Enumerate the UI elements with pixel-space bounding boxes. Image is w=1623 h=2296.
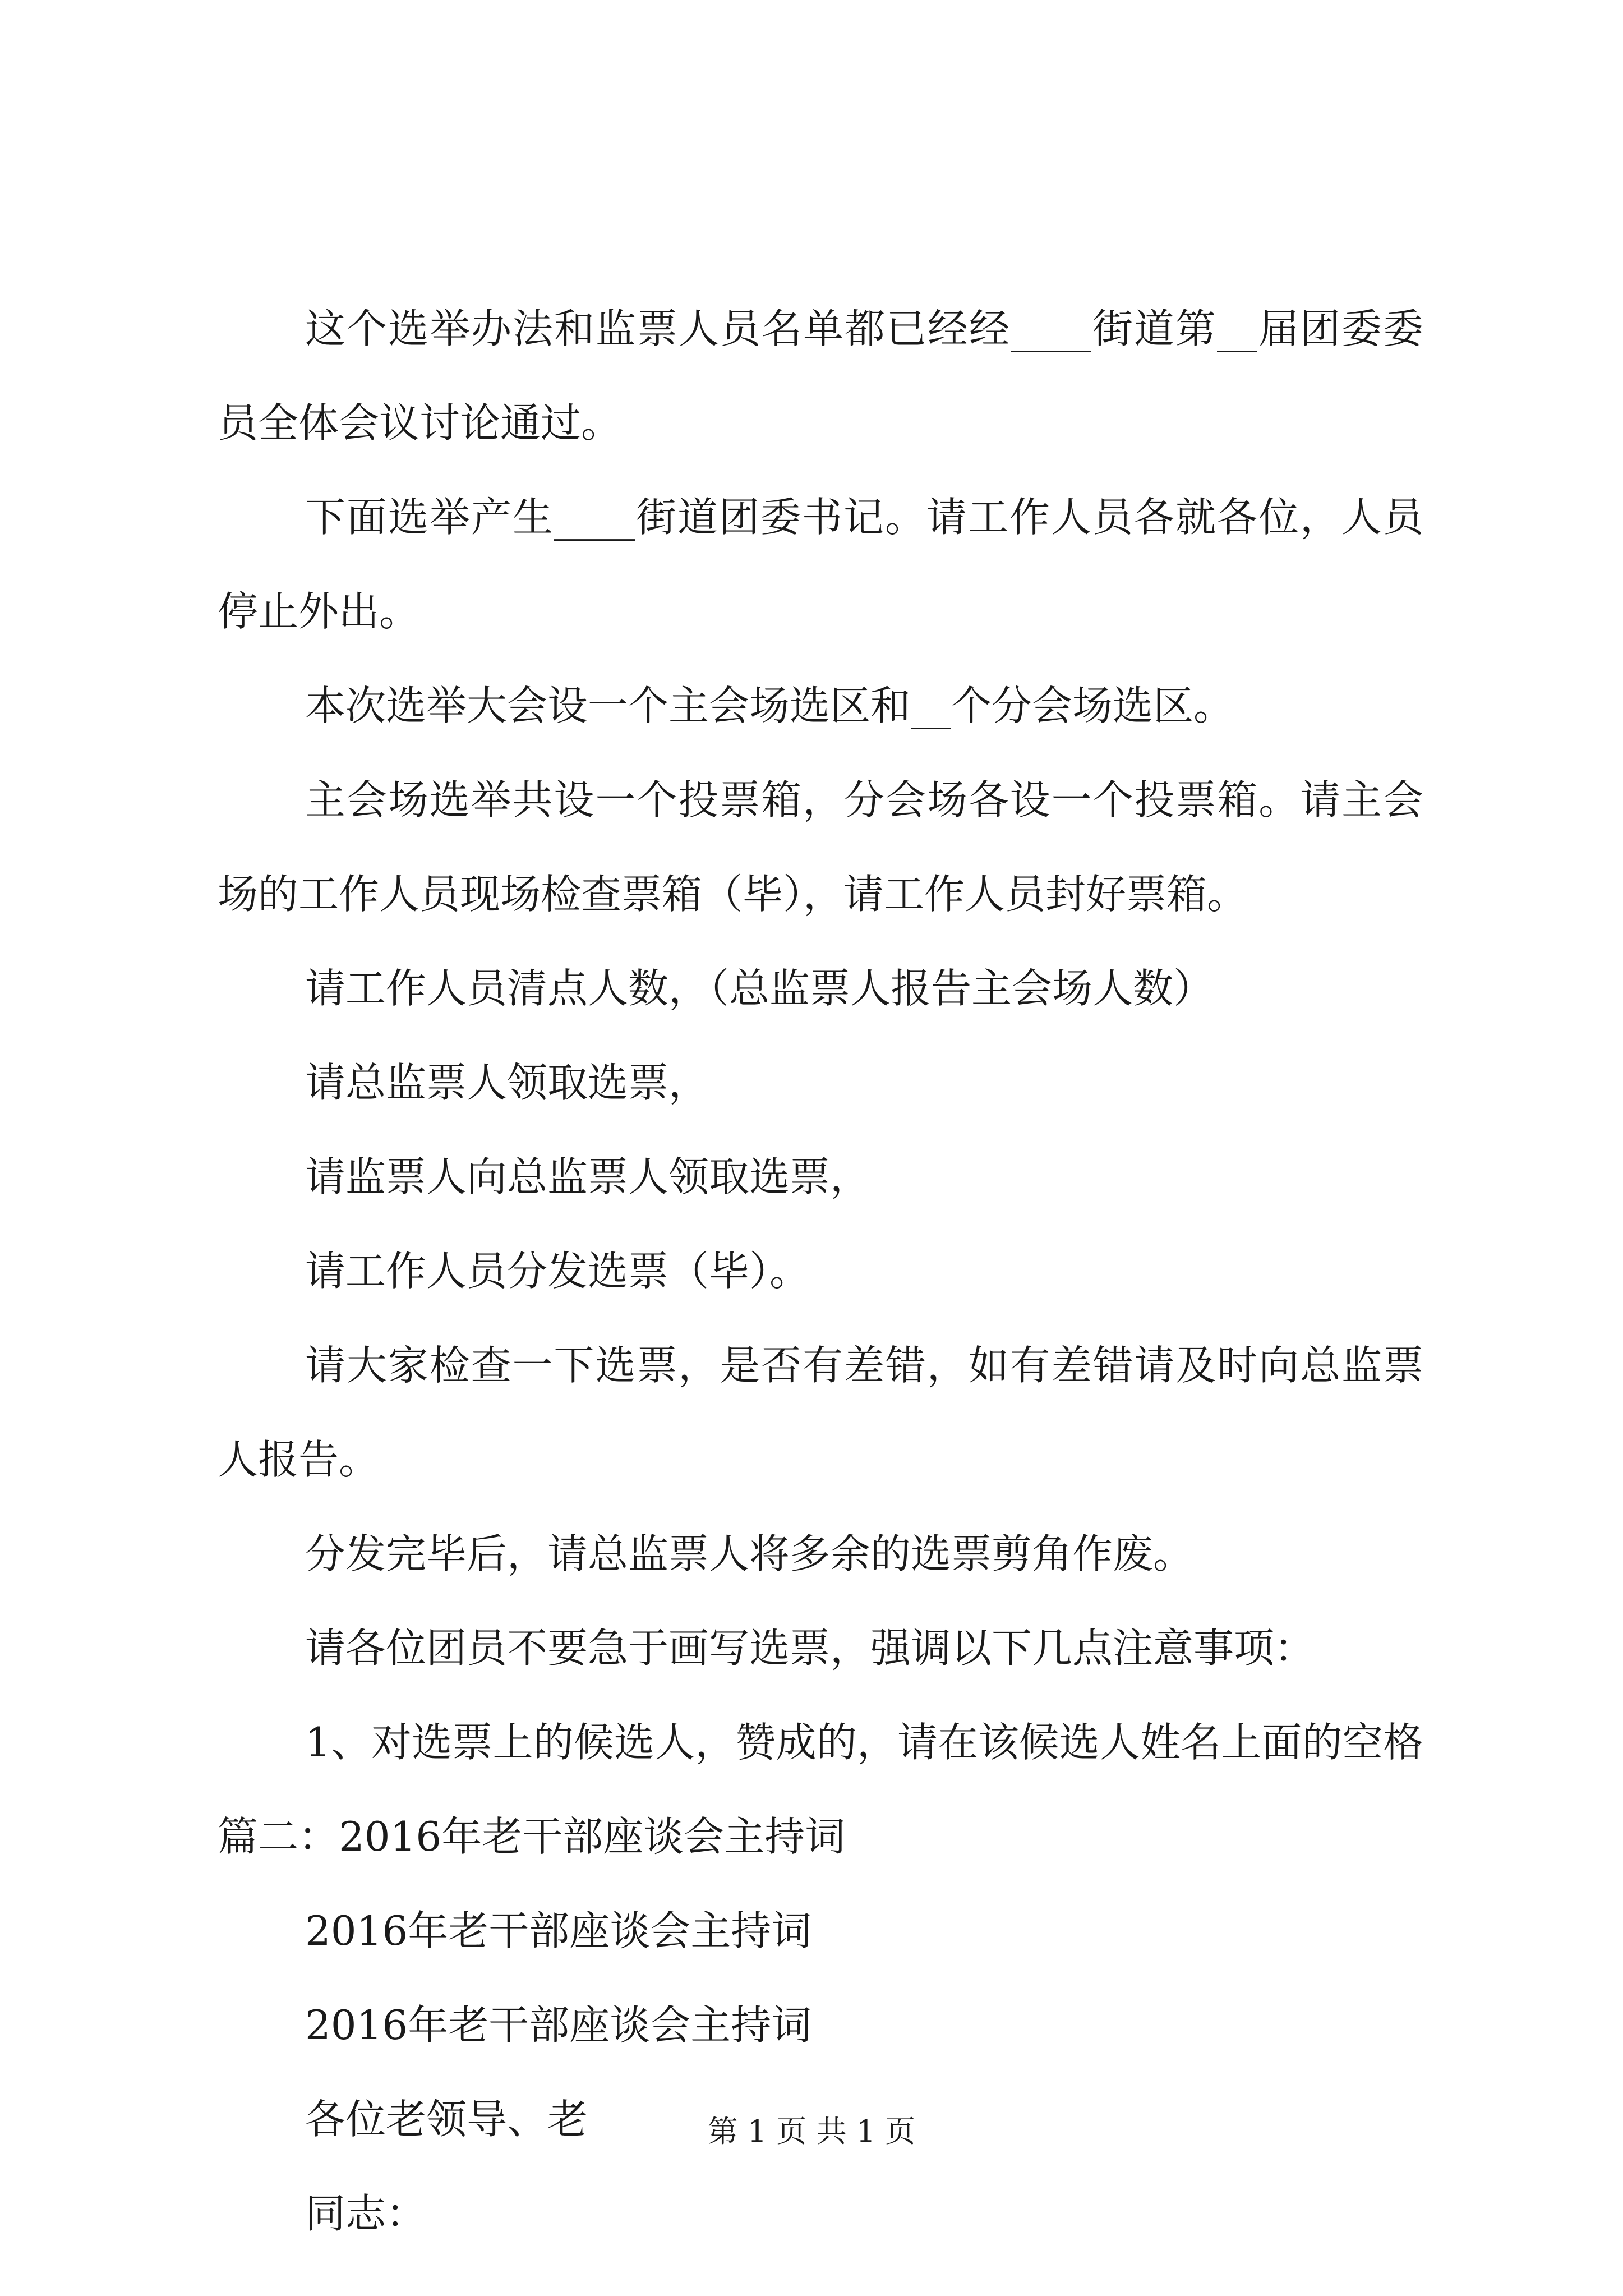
paragraph-12: 1、对选票上的候选人，赞成的，请在该候选人姓名上面的空格篇二：2016年老干部座谈会主持词 [218, 1719, 1423, 1860]
paragraph-2: 下面选举产生____街道团委书记。请工作人员各就各位，人员停止外出。 [218, 494, 1423, 635]
paragraph-14: 2016年老干部座谈会主持词 [305, 2001, 812, 2049]
page-footer [0, 2115, 1623, 2148]
paragraph-3: 本次选举大会设一个主会场选区和__个分会场选区。 [305, 682, 1234, 729]
paragraph-1: 这个选举办法和监票人员名单都已经经____街道第__届团委委员全体会议讨论通过。 [218, 305, 1423, 447]
paragraph-16: 同志： [305, 2190, 427, 2237]
paragraph-15: 各位老领导、老 [305, 2096, 588, 2143]
paragraph-11: 请各位团员不要急于画写选票，强调以下几点注意事项： [305, 1625, 1315, 1672]
page-number-label: 第 1 页 共 1 页 [707, 2114, 916, 2149]
paragraph-9: 请大家检查一下选票，是否有差错，如有差错请及时向总监票人报告。 [218, 1342, 1423, 1483]
paragraph-13: 2016年老干部座谈会主持词 [305, 1907, 812, 1954]
paragraph-5: 请工作人员清点人数，（总监票人报告主会场人数） [305, 965, 1214, 1012]
paragraph-7: 请监票人向总监票人领取选票， [305, 1153, 871, 1200]
paragraph-6: 请总监票人领取选票， [305, 1059, 709, 1106]
paragraph-10: 分发完毕后，请总监票人将多余的选票剪角作废。 [305, 1530, 1194, 1577]
paragraph-4: 主会场选举共设一个投票箱，分会场各设一个投票箱。请主会场的工作人员现场检查票箱（毕），请工作人员封好票箱。 [218, 776, 1423, 918]
paragraph-8: 请工作人员分发选票（毕）。 [305, 1248, 810, 1295]
document-body [218, 282, 1423, 2261]
